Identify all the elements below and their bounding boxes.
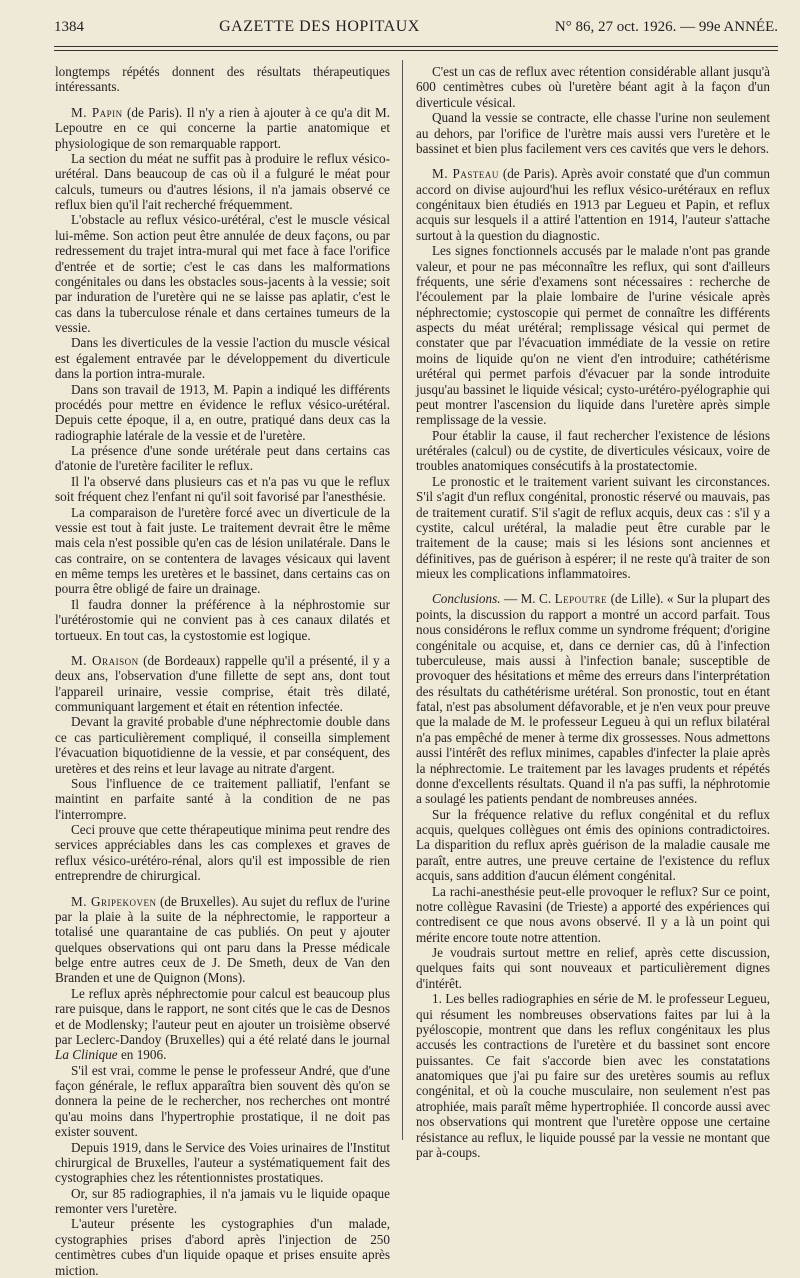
speaker-name: M. Pasteau: [432, 166, 499, 182]
paragraph: Sous l'influence de ce traitement palliatif, l'enfant se maintint en parfaite santé à la condition de ne pas l'interrompre.: [55, 775, 390, 822]
paragraph: Ceci prouve que cette thérapeutique minima peut rendre des services appréciables dans les cas complexes et graves de reflux vésico-urétéro-rénal, alors qu'il est impossible de rien entreprendre de chirurgical.: [55, 822, 390, 884]
paragraph-text: (de Bruxelles). Au sujet du reflux de l'urine par la plaie à la suite de la néphrectomie, le rapporteur a totalisé une quarantaine de cas publiés. On peut y ajouter quelques observations qui ont paru dans la Presse médicale belge entre autres ceux de J. De Smeth, deux de Van den Branden et une de Quignon (Mons).: [55, 893, 391, 986]
paragraph-oraison: [55, 653, 390, 715]
paragraph-text: (de Bordeaux) rappelle qu'il a présenté, il y a deux ans, l'observation d'une fillette de sept ans, dont tout l'appareil urinaire, vessie comprise, était très dilaté, communiquant largement et était en rétention infectée.: [55, 652, 390, 714]
paragraph: Dans les diverticules de la vessie l'action du muscle vésical est également entravée par le développement du diverticule dans la portion intra-murale.: [55, 335, 390, 382]
paragraph-papin: [55, 105, 390, 151]
paragraph: Dans son travail de 1913, M. Papin a indiqué les différents procédés pour mettre en évidence le reflux vésico-urétéral. Depuis cette époque, il a, en outre, pratiqué dans deux cas la radiographie latérale de la vessie et de l'uretère.: [55, 381, 390, 443]
paragraph: S'il est vrai, comme le pense le professeur André, que d'une façon générale, le reflux apparaîtra bien souvent dès qu'on se donnera la peine de le rechercher, nos recherches ont montré qu'au moins dans l'hypertrophie prostatique, il ne doit pas exister souvent.: [55, 1062, 390, 1140]
speaker-name: M. Gripekoven: [71, 893, 157, 909]
paragraph: La comparaison de l'uretère forcé avec un diverticule de la vessie est tout à fait juste. Le traitement devrait être le même mais cela n'est possible qu'en cas de lésion unilatérale. Dans le cas contraire, on se contentera de lavages vésicaux qui lavent en même temps les uretères et le bassinet, dans certains cas on pourra être obligé de faire un drainage.: [55, 504, 390, 597]
paragraph: C'est un cas de reflux avec rétention considérable allant jusqu'à 600 centimètres cubes où l'uretère béant agit à la façon d'un diverticule vésical.: [416, 64, 770, 110]
page-number: 1384: [54, 19, 84, 35]
paragraph: Les signes fonctionnels accusés par le malade n'ont pas grande valeur, et pour ne pas méconnaître les reflux, qui sont d'ailleurs fréquents, une série d'examens sont nécessaires : recherche de l'écoulement par la plaie lombaire de l'urine vésicale après néphrectomie; cystoscopie qui permet de connaître les différents aspects du méat urétéral; remplissage vésical qui permet de constater que par l'évacuation immédiate de la vessie on retire moins de liquide qu'on ne vient d'en introduire; cathétérisme urétéral qui permet parfois d'évacuer par la sonde introduite jusqu'au bassinet le liquide vésical; cysto-urétéro-pyélographie qui peut montrer l'ascension du liquide dans l'uretère après simple remplissage de la vessie.: [416, 243, 770, 428]
paragraph: Sur la fréquence relative du reflux congénital et du reflux acquis, quelques collègues ont émis des opinions contradictoires. La disparition du reflux après guérison de la maladie causale me paraît, entre autres, une preuve certaine de l'existence du reflux acquis, sans addition d'aucun élément congénital.: [416, 806, 770, 884]
journal-title: GAZETTE DES HOPITAUX: [219, 18, 420, 35]
header-rule-top: [54, 46, 778, 47]
section-label: Conclusions.: [432, 591, 501, 607]
paragraph-gripekoven: [55, 894, 390, 986]
paragraph-text: (de Paris). Il n'y a rien à ajouter à ce qu'a dit M. Lepoutre en ce qui concerne la partie anatomique et physiologique de son remarquable rapport.: [55, 104, 390, 151]
paragraph: La rachi-anesthésie peut-elle provoquer le reflux? Sur ce point, notre collègue Ravasini (de Trieste) a apporté des expériences qui contredisent ce que nous avons observé. Il y a là un point qui mérite encore toute notre attention.: [416, 883, 770, 945]
speaker-name: M. Papin: [71, 104, 123, 120]
paragraph-clinique: [55, 986, 390, 1063]
paragraph: L'obstacle au reflux vésico-urétéral, c'est le muscle vésical lui-même. Son action peut être annulée de deux façons, ou par redressement du trajet intra-mural qui met face à face l'orifice d'entrée et de sortie; c'est le cas dans les malformations congénitales ou dans les obstacles sous-jacents à la vessie; soit par induration de l'uretère qui ne se laisse pas aplatir, c'est le cas dans la tuberculose rénale et dans certaines tumeurs de la vessie.: [55, 212, 390, 335]
paragraph-text: en 1906.: [117, 1047, 167, 1063]
right-column: [416, 64, 770, 1160]
paragraph: Le pronostic et le traitement varient suivant les circonstances. S'il s'agit d'un reflux congénital, pronostic réservé ou mauvais, pas de traitement curatif. S'il s'agit de reflux acquis, deux cas : s'il y a cystite, calcul urétéral, la maladie peut être curable par le traitement de la cause; mais si les lésions sont anciennes et définitives, pas de guérison à espérer; il ne reste qu'à traiter de son mieux les complications inflammatoires.: [416, 473, 770, 581]
paragraph: L'auteur présente les cystographies d'un malade, cystographies prises d'abord après l'injection de 250 centimètres cubes d'un liquide opaque et prises ensuite après miction.: [55, 1216, 390, 1278]
journal-name: La Clinique: [55, 1047, 118, 1063]
paragraph: Je voudrais surtout mettre en relief, après cette discussion, quelques faits qui sont nouveaux et particulièrement dignes d'intérêt.: [416, 945, 770, 991]
paragraph: longtemps répétés donnent des résultats thérapeutiques intéressants.: [55, 64, 390, 95]
paragraph: Devant la gravité probable d'une néphrectomie double dans ce cas particulièrement compliqué, il conseilla simplement l'évacuation biquotidienne de la vessie, et par conséquent, des uretères et des reins et leur lavage au nitrate d'argent.: [55, 714, 390, 776]
paragraph: La présence d'une sonde urétérale peut dans certains cas d'atonie de l'uretère faciliter le reflux.: [55, 443, 390, 474]
paragraph: 1. Les belles radiographies en série de M. le professeur Legueu, qui résument les nombreuses observations faites par lui à la pyéloscopie, montrent que dans les reflux congénitaux les plus accusés les contractions de l'uretère et du bassinet sont encore puissantes. Ce fait s'accorde bien avec les constatations anatomiques que j'ai pu faire sur des uretères soumis au reflux congénital, et où la couche musculaire, non seulement n'est pas atrophiée, mais paraît même hypertrophiée. Il concorde aussi avec nos observations qui montrent que l'uretère oppose une certaine résistance au reflux, le liquide poussé par la vessie ne montant que par à-coups.: [416, 991, 770, 1160]
column-divider: [402, 60, 403, 1140]
paragraph-text: Le reflux après néphrectomie pour calcul est beaucoup plus rare puisque, dans le rapport, ne sont cités que le cas de Desnos et de Modlensky; l'auteur peut en ajouter un troisième observé par Leclerc-Dandoy (Bruxelles) qui a été relaté dans le journal: [55, 985, 390, 1047]
paragraph-conclusions: [416, 591, 770, 806]
dash-text: — M. C.: [500, 591, 555, 607]
left-column: [55, 64, 391, 1278]
paragraph: Il faudra donner la préférence à la néphrostomie sur l'urétérostomie qui ne convient pas à ces canaux dilatés et tortueux. En tout cas, la cystostomie est logique.: [55, 596, 390, 643]
paragraph: La section du méat ne suffit pas à produire le reflux vésico-urétéral. Dans beaucoup de cas où il a fulguré le méat pour calculs, tumeurs ou d'autres lésions, il n'a jamais observé ce reflux bien qu'il l'ait recherché fréquemment.: [55, 150, 390, 212]
speaker-name: Lepoutre: [554, 591, 608, 607]
paragraph: Pour établir la cause, il faut rechercher l'existence de lésions urétérales (calcul) ou de cystite, de diverticules vésicaux, voire de troubles anatomiques consécutifs à la prostatectomie.: [416, 427, 770, 474]
paragraph-pasteau: [416, 166, 770, 243]
paragraph-text: (de Lille). « Sur la plupart des points, la discussion du rapport a montré un accord parfait. Tous nous considérons le reflux comme un syndrome fréquent; d'origine congénitale ou acquise, et, dans ce dernier cas, dû à l'infection tuberculeuse, mais aussi à l'infection banale; susceptible de provoquer des hésitations et même des erreurs dans l'interprétation des résultats du cathétérisme urétéral. Son pronostic, tout en étant fatal, n'est pas absolument défavorable, et je n'en veux pour preuve que la malade de M. le professeur Legueu à qui un reflux bilatéral n'a pas empêché de mener à terme dix grossesses. Nous admettons aussi l'intérêt des reflux minimes, capables d'infecter la plaie après la néphrectomie. Le traitement par les lavages prudents et répétés donne d'excellents résultats. Quand il n'a pas suffi, la néphrotomie a soulagé les patients pendant de nombreuses années.: [416, 591, 770, 807]
speaker-name: M. Oraison: [71, 652, 139, 668]
paragraph: Quand la vessie se contracte, elle chasse l'urine non seulement au dehors, par l'orifice de l'urètre mais aussi vers l'uretère et le bassinet et bien plus facilement vers ces cavités que vers le dehors.: [416, 110, 770, 156]
paragraph: Depuis 1919, dans le Service des Voies urinaires de l'Institut chirurgical de Bruxelles, l'auteur a systématiquement fait des cystographies chez les rétentionnistes prostatiques.: [55, 1139, 390, 1186]
paragraph: Or, sur 85 radiographies, il n'a jamais vu le liquide opaque remonter vers l'uretère.: [55, 1185, 390, 1216]
header-rule-bottom: [54, 50, 778, 51]
paragraph: Il l'a observé dans plusieurs cas et n'a pas vu que le reflux soit fréquent chez l'enfant ni qu'il soit favorisé par l'anesthésie.: [55, 473, 390, 505]
paragraph-text: (de Paris). Après avoir constaté que d'un commun accord on divise aujourd'hui les reflux vésico-urétéraux en reflux congénitaux bien étudiés en 1913 par Legueu et Papin, et reflux acquis sur lesquels il a attiré l'attention en 1914, l'auteur s'attache surtout à la question du diagnostic.: [416, 166, 770, 243]
page-header: [54, 18, 778, 42]
issue-info: N° 86, 27 oct. 1926. — 99e ANNÉE.: [554, 19, 778, 35]
